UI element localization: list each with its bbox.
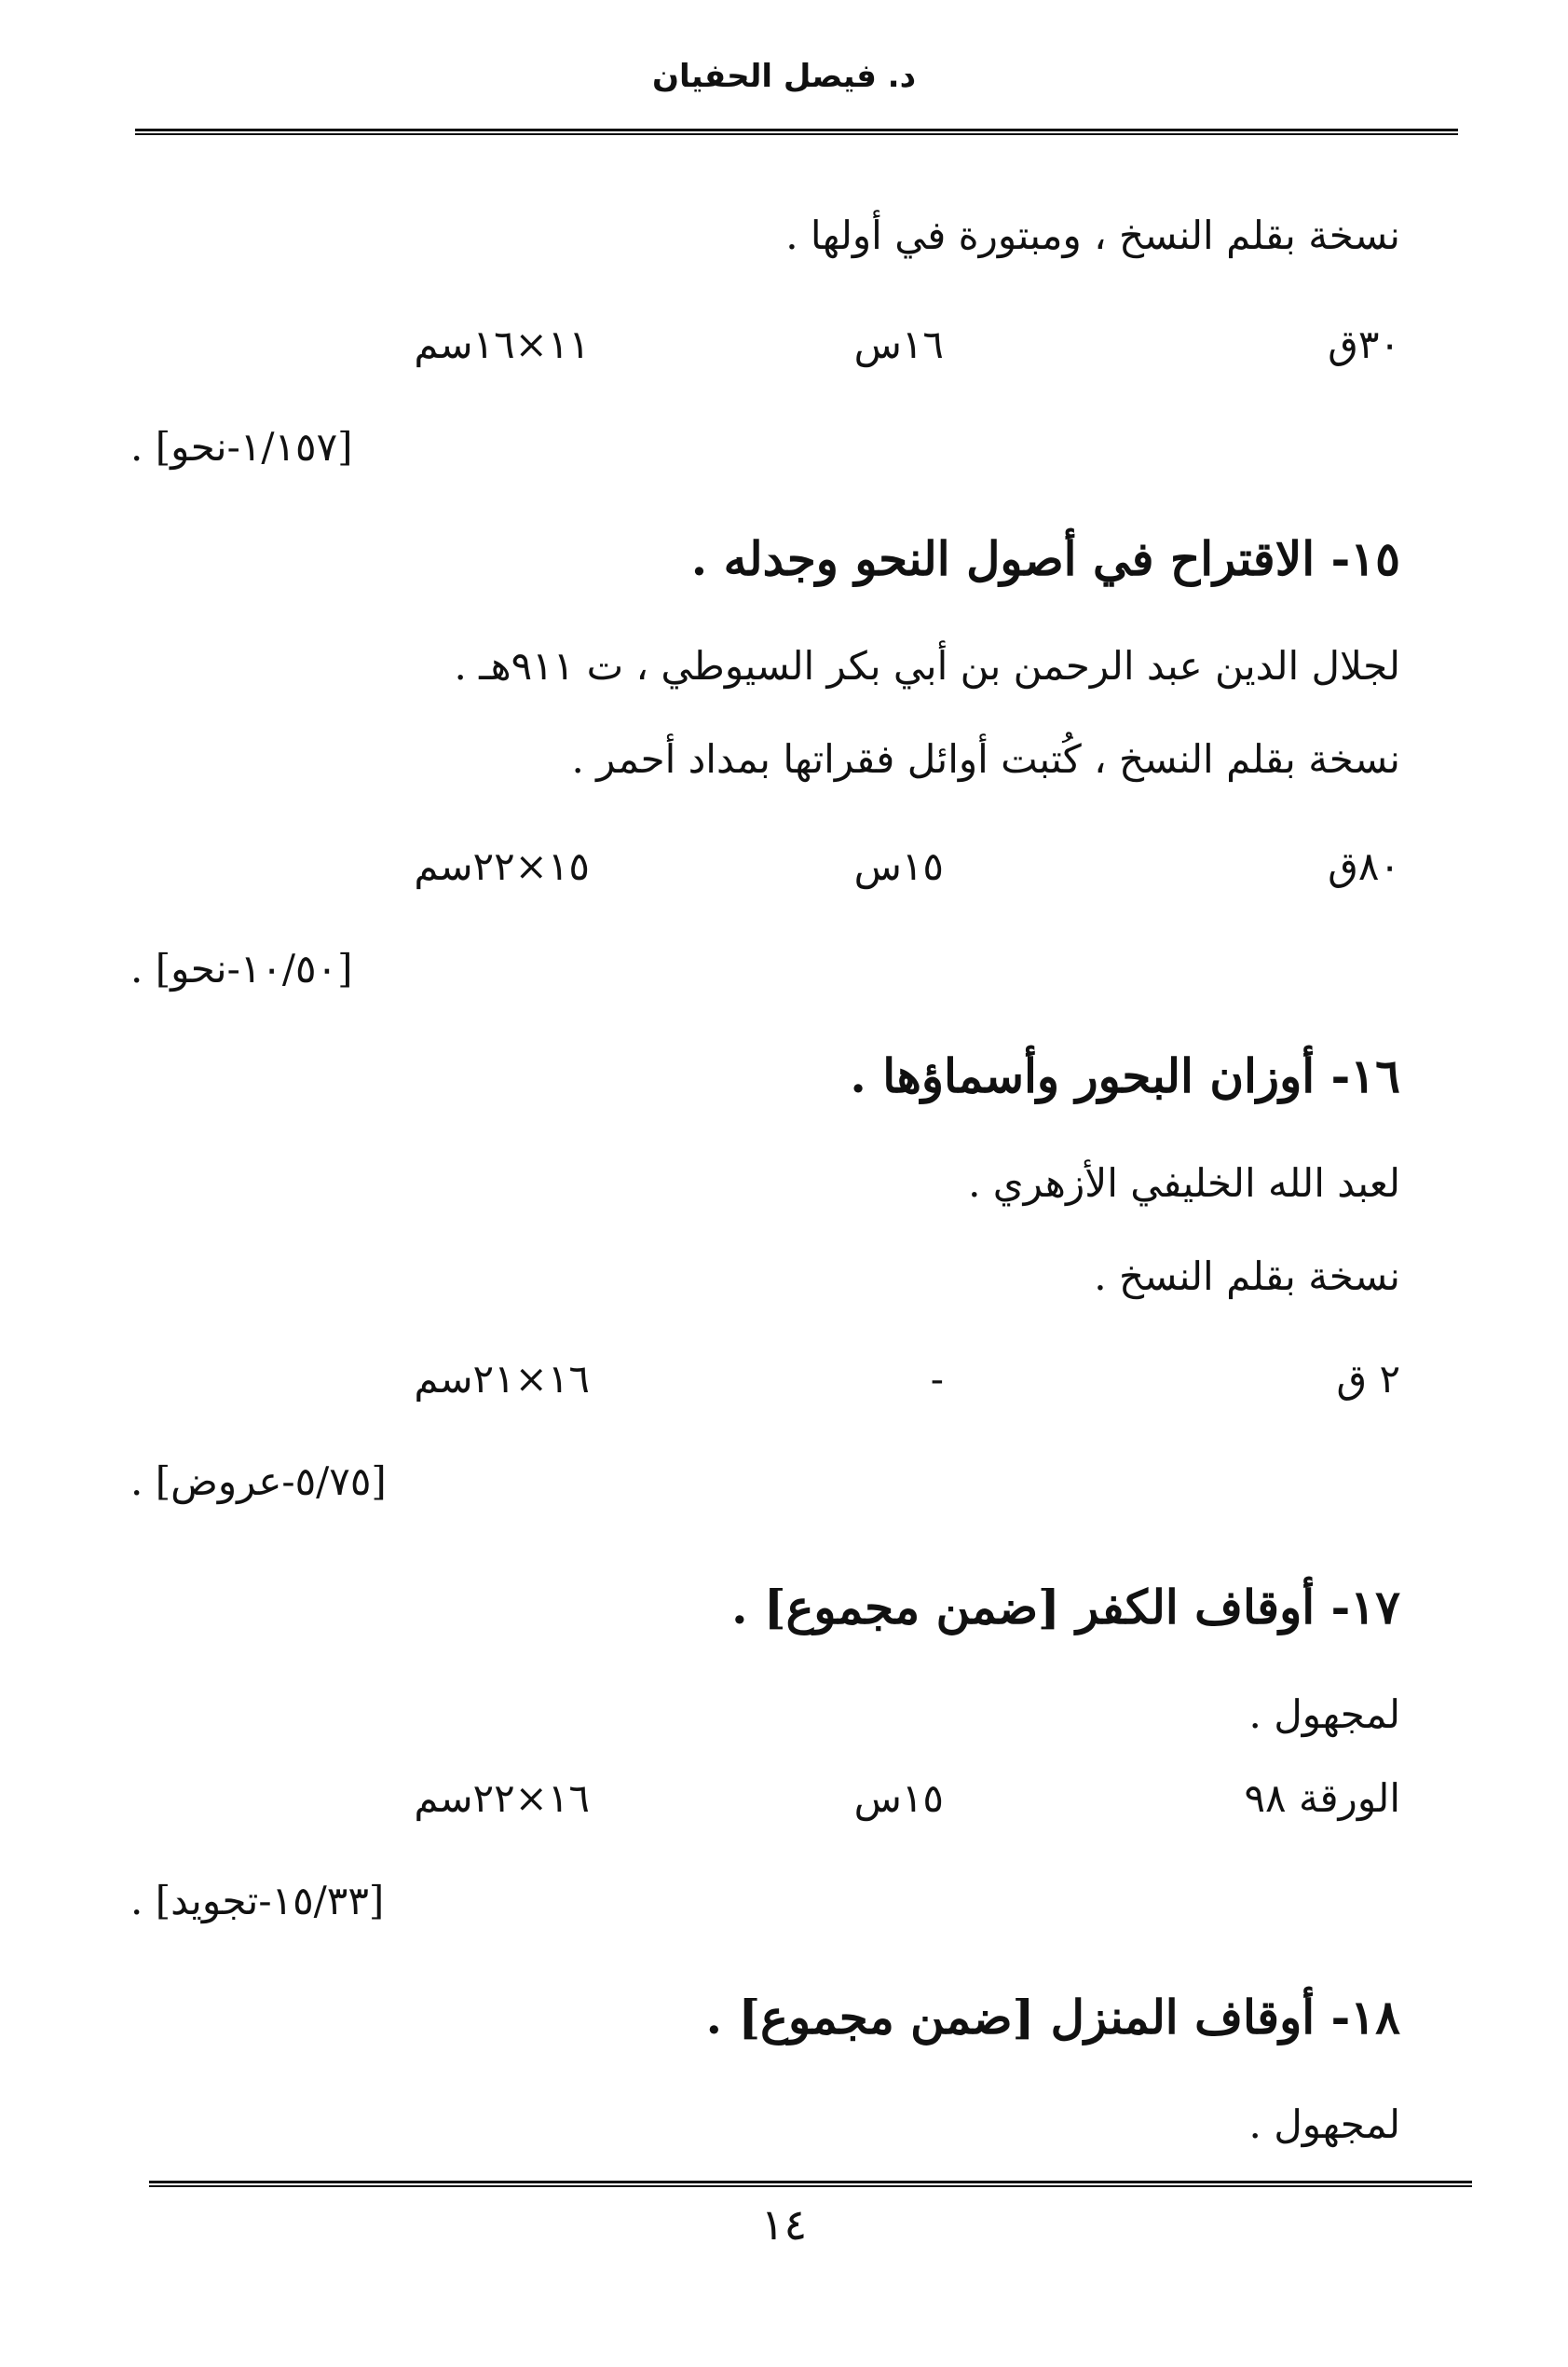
entry-title: ١٨- أوقاف المنزل [ضمن مجموع] . bbox=[705, 1990, 1400, 2045]
leaves-count: الورقة ٩٨ bbox=[1244, 1775, 1400, 1821]
dimensions: ١٦×٢١سم bbox=[414, 1356, 590, 1402]
header-rule bbox=[135, 129, 1458, 135]
running-header: د. فيصل الحفيان bbox=[651, 58, 917, 95]
leaves-count: ٨٠ق bbox=[1328, 843, 1400, 889]
footer-rule bbox=[149, 2181, 1472, 2187]
entry-collation bbox=[130, 843, 1400, 899]
leaves-count: ٢ ق bbox=[1336, 1356, 1400, 1402]
entry-author: لمجهول . bbox=[1248, 1691, 1400, 1737]
leaves-count: ٣٠ق bbox=[1328, 322, 1400, 367]
page-number: ١٤ bbox=[760, 2199, 808, 2250]
dimensions: ١٥×٢٢سم bbox=[414, 843, 590, 889]
entry-note: نسخة بقلم النسخ ، كُتبت أوائل فقراتها بمداد أحمر . bbox=[571, 736, 1400, 782]
continuation-collation bbox=[130, 322, 1400, 377]
lines-count: ١٥س bbox=[853, 843, 944, 889]
continuation-note: نسخة بقلم النسخ ، ومبتورة في أولها . bbox=[785, 212, 1400, 258]
shelfmark: [١/١٥٧-نحو] . bbox=[130, 424, 353, 470]
entry-collation bbox=[130, 1356, 1400, 1412]
lines-count: - bbox=[930, 1356, 944, 1402]
entry-author: لعبد الله الخليفي الأزهري . bbox=[968, 1160, 1400, 1206]
entry-title: ١٥- الاقتراح في أصول النحو وجدله . bbox=[690, 531, 1400, 586]
entry-author: لجلال الدين عبد الرحمن بن أبي بكر السيوطي ، ت ٩١١هـ . bbox=[454, 643, 1400, 689]
lines-count: ١٥س bbox=[853, 1775, 944, 1821]
entry-title: ١٧- أوقاف الكفر [ضمن مجموع] . bbox=[731, 1580, 1400, 1635]
entry-note: نسخة بقلم النسخ . bbox=[1094, 1253, 1400, 1299]
lines-count: ١٦س bbox=[853, 322, 944, 367]
entry-title: ١٦- أوزان البحور وأسماؤها . bbox=[850, 1048, 1400, 1103]
shelfmark: [١٥/٣٣-تجويد] . bbox=[130, 1878, 385, 1923]
entry-author: لمجهول . bbox=[1248, 2101, 1400, 2147]
dimensions: ١١×١٦سم bbox=[414, 322, 590, 367]
dimensions: ١٦×٢٢سم bbox=[414, 1775, 590, 1821]
shelfmark: [١٠/٥٠-نحو] . bbox=[130, 946, 353, 992]
shelfmark: [٥/٧٥-عروض] . bbox=[130, 1458, 387, 1504]
entry-collation bbox=[130, 1775, 1400, 1831]
